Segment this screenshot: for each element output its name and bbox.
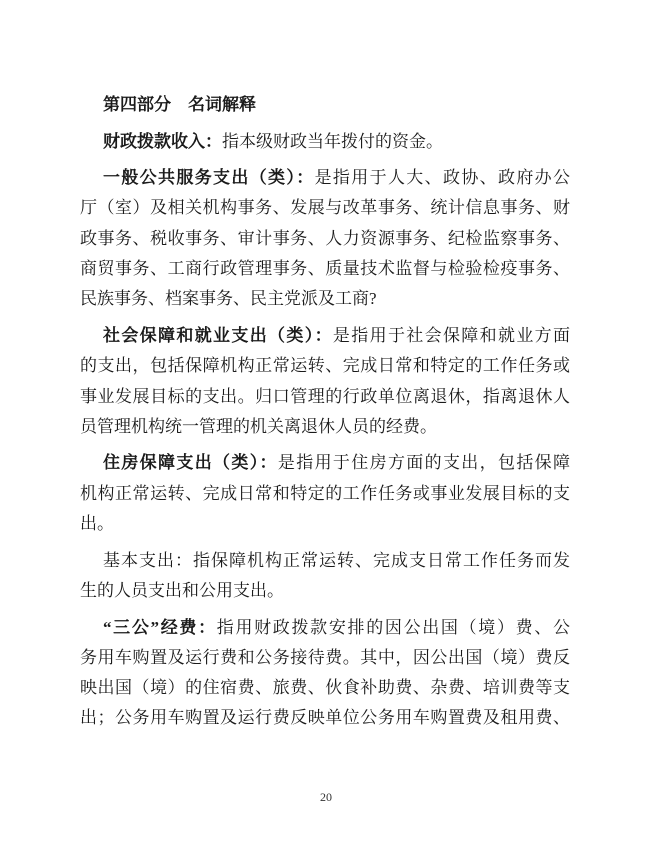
term-label: 财政拨款收入： <box>103 131 222 151</box>
text-line <box>80 479 570 509</box>
text-line <box>80 127 570 157</box>
text-line <box>80 254 570 284</box>
document-body <box>80 90 570 734</box>
term-sangong-jingfei <box>80 613 570 734</box>
term-label: “三公”经费： <box>103 617 217 637</box>
text-line <box>80 90 570 120</box>
term-label: 一般公共服务支出（类）： <box>103 168 315 188</box>
body-text: 生的人员支出和公用支出。 <box>80 580 284 600</box>
term-shehui-baozhang-jiuye-zhichu <box>80 321 570 442</box>
body-text: 员管理机构统一管理的机关离退休人员的经费。 <box>80 416 437 436</box>
text-line <box>80 284 570 314</box>
body-text: 是指用于住房方面的支出，包括保障 <box>277 453 571 473</box>
text-line <box>80 321 570 351</box>
body-text: 是指用于人大、政协、政府办公 <box>314 168 571 188</box>
text-line <box>80 351 570 381</box>
term-jiben-zhichu <box>80 546 570 607</box>
body-text: 基本支出：指保障机构正常运转、完成支日常工作任务而发 <box>103 550 570 570</box>
text-line <box>80 703 570 733</box>
body-text: 事业发展目标的支出。归口管理的行政单位离退休，指离退休人 <box>80 386 570 406</box>
term-yiban-gonggong-fuwu-zhichu <box>80 163 570 314</box>
term-label: 住房保障支出（类）： <box>103 453 278 473</box>
text-line <box>80 673 570 703</box>
section-heading <box>80 90 570 120</box>
body-text: 指本级财政当年拨付的资金。 <box>222 131 443 151</box>
body-text: 映出国（境）的住宿费、旅费、伙食补助费、杂费、培训费等支 <box>80 678 570 698</box>
text-line <box>80 412 570 442</box>
term-zhufang-baozhang-zhichu <box>80 448 570 539</box>
text-line <box>80 448 570 478</box>
body-text: 指用财政拨款安排的因公出国（境）费、公 <box>216 617 571 637</box>
text-line <box>80 224 570 254</box>
text-line <box>80 193 570 223</box>
text-line <box>80 643 570 673</box>
body-text: 商贸事务、工商行政管理事务、质量技术监督与检验检疫事务、 <box>80 259 570 279</box>
body-text: 务用车购置及运行费和公务接待费。其中，因公出国（境）费反 <box>80 647 570 667</box>
body-text: 民族事务、档案事务、民主党派及工商? <box>80 289 377 309</box>
text-line <box>80 509 570 539</box>
text-line <box>80 613 570 643</box>
body-text: 是指用于社会保障和就业方面 <box>332 325 571 345</box>
term-label: 社会保障和就业支出（类）： <box>103 325 333 345</box>
term-caizheng-bokuan-shouru <box>80 127 570 157</box>
body-text: 的支出，包括保障机构正常运转、完成日常和特定的工作任务或 <box>80 356 570 376</box>
text-line <box>80 576 570 606</box>
body-text: 出；公务用车购置及运行费反映单位公务用车购置费及租用费、 <box>80 708 570 728</box>
text-line <box>80 546 570 576</box>
body-text: 出。 <box>80 514 114 534</box>
text-line <box>80 382 570 412</box>
text-line <box>80 163 570 193</box>
body-text: 厅（室）及相关机构事务、发展与改革事务、统计信息事务、财 <box>80 198 570 218</box>
page-number: 20 <box>320 790 332 804</box>
body-text: 机构正常运转、完成日常和特定的工作任务或事业发展目标的支 <box>80 483 570 503</box>
body-text: 政事务、税收事务、审计事务、人力资源事务、纪检监察事务、 <box>80 228 570 248</box>
term-label: 第四部分 名词解释 <box>103 95 256 114</box>
